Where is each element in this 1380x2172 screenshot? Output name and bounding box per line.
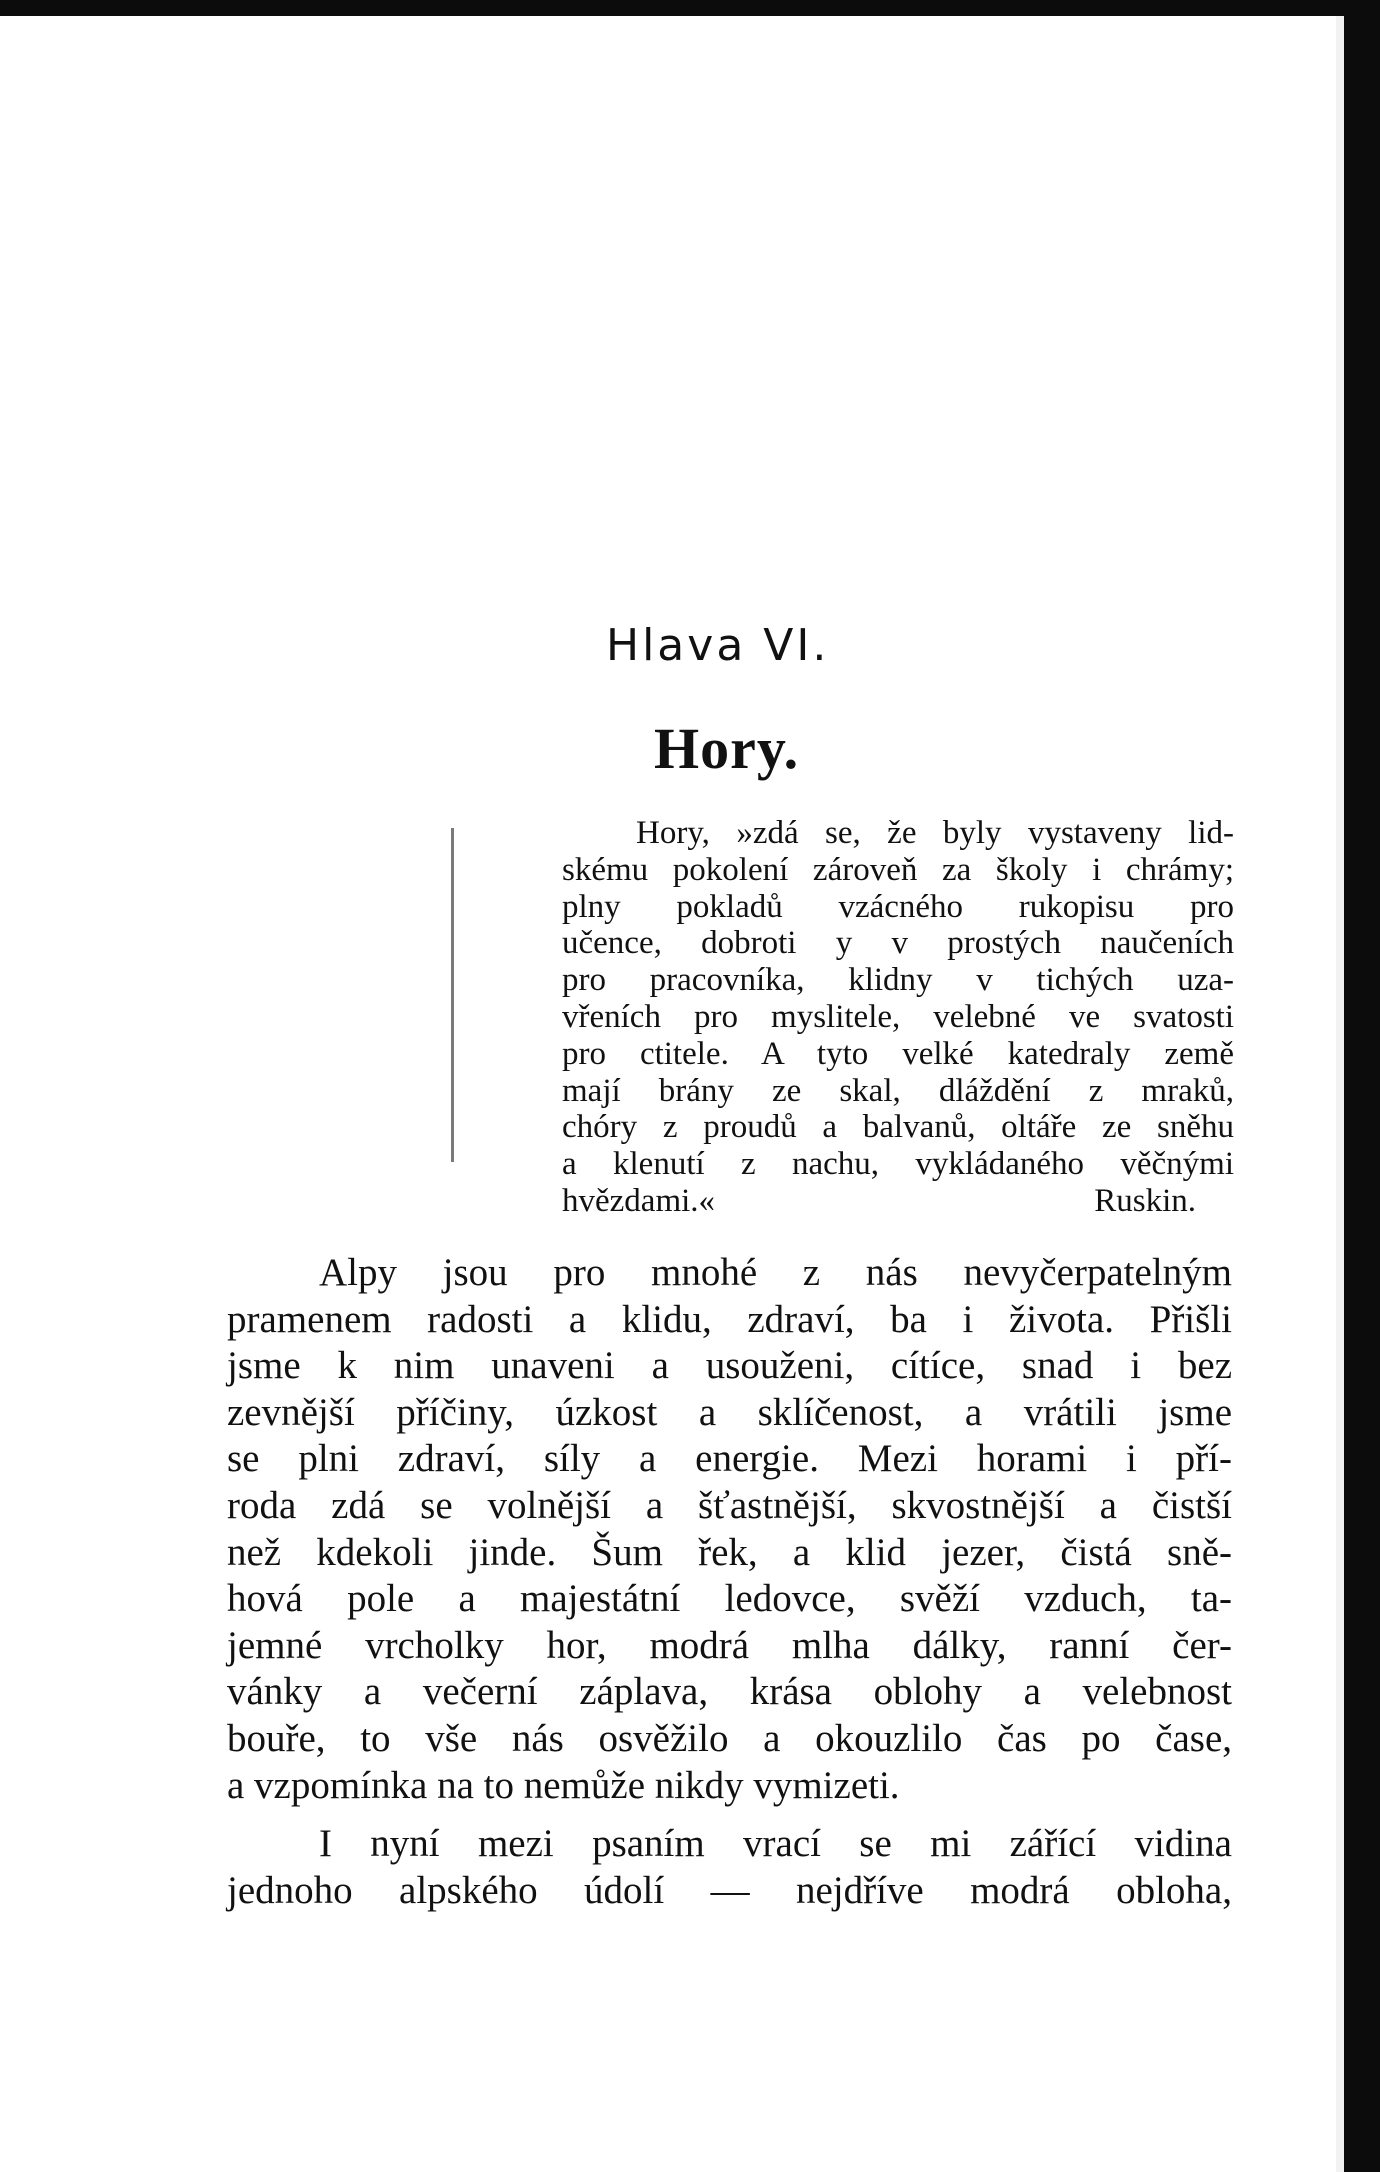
chapter-label: Hlava VI.	[606, 620, 830, 671]
body-line: se plni zdraví, síly a energie. Mezi horami i pří-	[227, 1437, 1232, 1481]
body-line: Alpy jsou pro mnohé z nás nevyčerpatelným	[319, 1251, 1232, 1294]
body-line: vánky a večerní záplava, krása oblohy a velebnost	[227, 1670, 1232, 1714]
body-line: jemné vrcholky hor, modrá mlha dálky, ranní čer-	[227, 1623, 1232, 1667]
body-line: jednoho alpského údolí — nejdříve modrá obloha,	[227, 1868, 1232, 1912]
epigraph-line: pro ctitele. A tyto velké katedraly země	[562, 1035, 1234, 1072]
epigraph-final-row	[562, 1183, 1234, 1220]
body-text	[227, 1250, 1232, 1914]
body-line: I nyní mezi psaním vrací se mi zářící vidina	[319, 1822, 1232, 1866]
epigraph-quote	[562, 815, 1234, 1220]
chapter-title: Hory.	[654, 716, 800, 781]
body-line: než kdekoli jinde. Šum řek, a klid jezer, čistá sně-	[227, 1530, 1232, 1574]
epigraph-line: chóry z proudů a balvanů, oltáře ze sněhu	[562, 1109, 1234, 1146]
body-line: bouře, to vše nás osvěžilo a okouzlilo čas po čase,	[227, 1716, 1232, 1760]
body-line: pramenem radosti a klidu, zdraví, ba i života. Přišli	[227, 1297, 1232, 1341]
epigraph-line: a klenutí z nachu, vykládaného věčnými	[562, 1146, 1234, 1183]
body-line: hová pole a majestátní ledovce, svěží vzduch, ta-	[227, 1577, 1232, 1621]
body-line: jsme k nim unaveni a usouženi, cítíce, snad i bez	[227, 1344, 1232, 1388]
paragraph-spacer	[227, 1809, 1232, 1821]
epigraph-line: učence, dobroti y v prostých naučeních	[562, 925, 1234, 962]
epigraph-line: pro pracovníka, klidny v tichých uza-	[562, 962, 1234, 999]
epigraph-line: mají brány ze skal, dláždění z mraků,	[562, 1072, 1234, 1109]
body-line: a vzpomínka na to nemůže nikdy vymizeti.	[227, 1763, 900, 1807]
scan-border-right	[1344, 0, 1380, 2172]
epigraph-line: Hory, »zdá se, že byly vystaveny lid-	[636, 815, 1234, 851]
scan-page-edge	[1336, 16, 1344, 2172]
scan-border-top	[0, 0, 1380, 16]
body-line: zevnější příčiny, úzkost a sklíčenost, a vrátili jsme	[227, 1390, 1232, 1434]
epigraph-attribution: Ruskin.	[1094, 1182, 1196, 1219]
epigraph-line: plny pokladů vzácného rukopisu pro	[562, 888, 1234, 925]
epigraph-line: skému pokolení zároveň za školy i chrámy;	[562, 851, 1234, 888]
body-line: roda zdá se volnější a šťastnější, skvostnější a čistší	[227, 1483, 1232, 1527]
epigraph-line: vřeních pro myslitele, velebné ve svatosti	[562, 998, 1234, 1035]
epigraph-last-line: hvězdami.«	[562, 1182, 716, 1219]
epigraph-margin-line	[451, 828, 454, 1162]
